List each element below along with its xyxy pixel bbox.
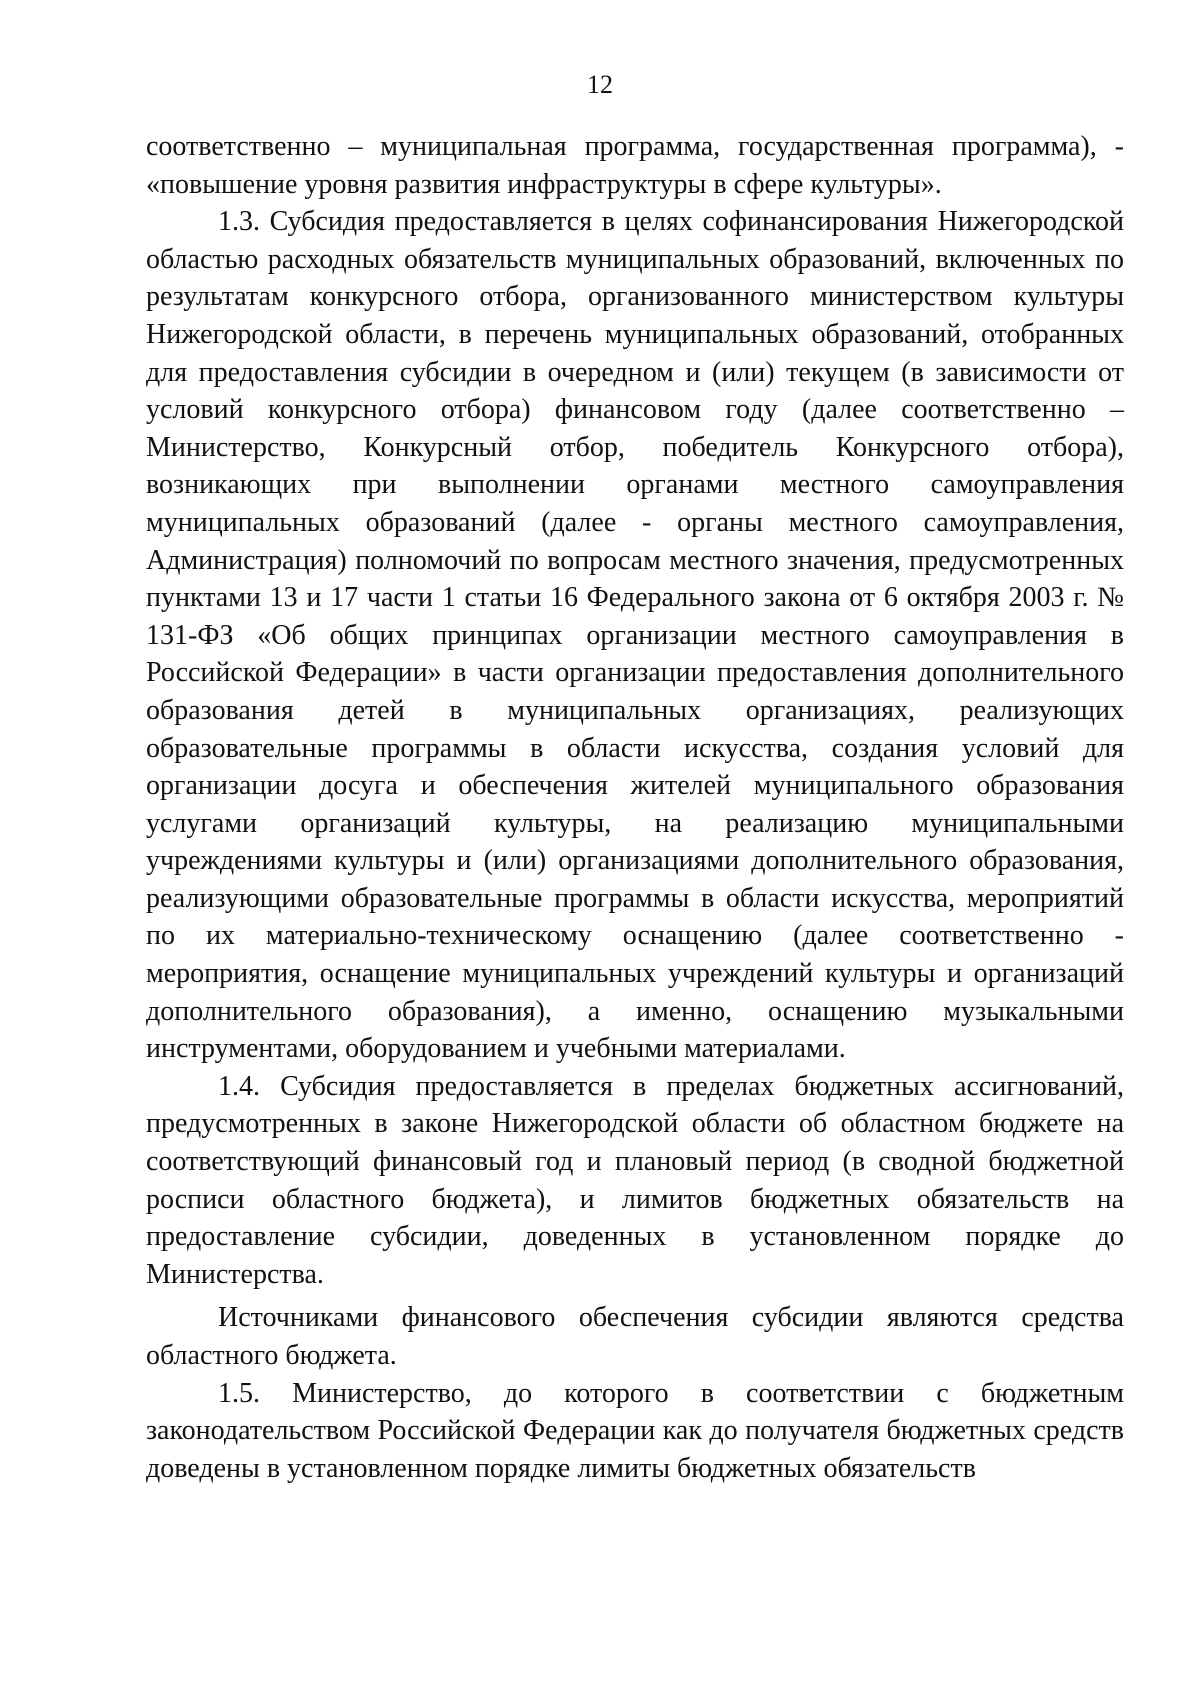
paragraph-clause-1-5: 1.5. Министерство, до которого в соответствии с бюджетным законодательством Российской Федерации как до получателя бюджетных средств доведены в установленном порядке лимиты бюджетных обязательств xyxy=(146,1377,1124,1484)
paragraph-funding-sources: Источниками финансового обеспечения субсидии являются средства областного бюджета. xyxy=(146,1302,1124,1371)
paragraph-clause-1-4: 1.4. Субсидия предоставляется в пределах бюджетных ассигнований, предусмотренных в законе Нижегородской области об областном бюджете на соответствующий финансовый год и плановый период (в сводной бюджетной росписи областного бюджета), и лимитов бюджетных обязательств на предоставление субсидии, доведенных в установленном порядке до Министерства. xyxy=(146,1070,1124,1290)
page-number: 12 xyxy=(587,70,613,99)
document-body xyxy=(146,128,1124,1487)
paragraph-continuation: соответственно – муниципальная программа, государственная программа), - «повышение уровня развития инфраструктуры в сфере культуры». xyxy=(146,131,1124,200)
paragraph-clause-1-3: 1.3. Субсидия предоставляется в целях софинансирования Нижегородской областью расходных обязательств муниципальных образований, включенных по результатам конкурсного отбора, организованного министерством культуры Нижегородской области, в перечень муниципальных образований, отобранных для предоставления субсидии в очередном и (или) текущем (в зависимости от условий конкурсного отбора) финансовом году (далее соответственно – Министерство, Конкурсный отбор, победитель Конкурсного отбора), возникающих при выполнении органами местного самоуправления муниципальных образований (далее - органы местного самоуправления, Администрация) полномочий по вопросам местного значения, предусмотренных пунктами 13 и 17 части 1 статьи 16 Федерального закона от 6 октября 2003 г. № 131-ФЗ «Об общих принципах организации местного самоуправления в Российской Федерации» в части организации предоставления дополнительного образования детей в муниципальных организациях, реализующих образовательные программы в области искусства, создания условий для организации досуга и обеспечения жителей муниципального образования услугами организаций культуры, на реализацию муниципальными учреждениями культуры и (или) организациями дополнительного образования, реализующими образовательные программы в области искусства, мероприятий по их материально-техническому оснащению (далее соответственно - мероприятия, оснащение муниципальных учреждений культуры и организаций дополнительного образования), а именно, оснащению музыкальными инструментами, оборудованием и учебными материалами. xyxy=(146,206,1124,1065)
